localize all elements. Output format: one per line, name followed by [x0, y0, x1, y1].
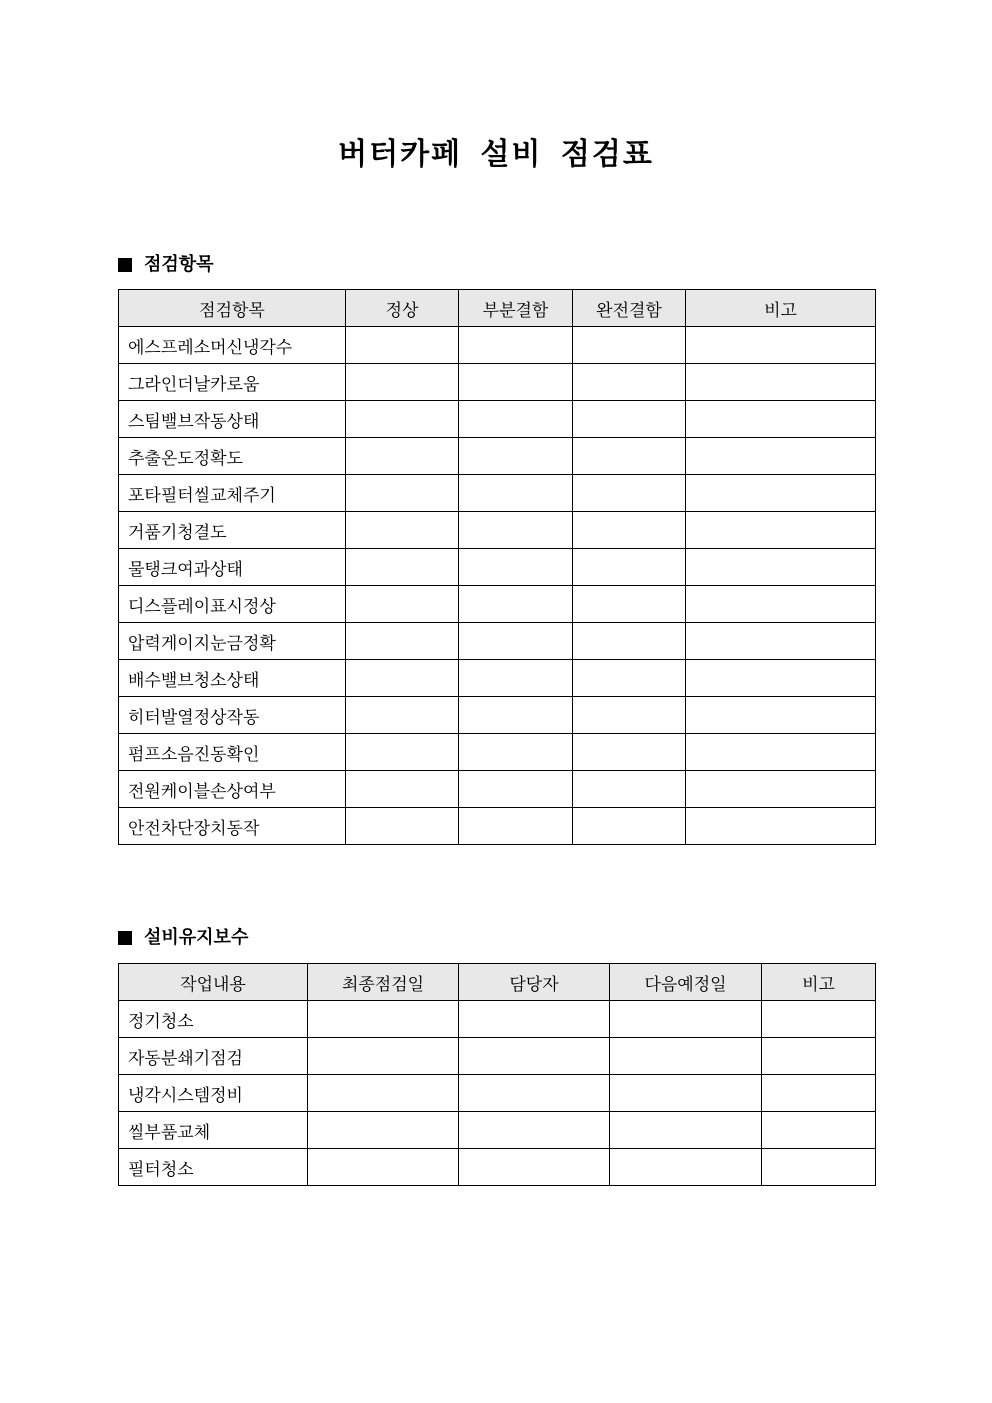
inspection-section-heading [118, 253, 214, 277]
table-row [119, 1038, 876, 1075]
inspection-entry-cell[interactable] [346, 808, 459, 845]
inspection-entry-cell[interactable] [686, 549, 876, 586]
inspection-header-partial-defect: 부분결함 [459, 290, 573, 327]
maintenance-entry-cell[interactable] [610, 1001, 762, 1038]
inspection-entry-cell[interactable] [459, 438, 573, 475]
maintenance-header-assignee: 담당자 [459, 964, 610, 1001]
inspection-item-label: 스팀밸브작동상태 [119, 401, 346, 438]
table-row [119, 660, 876, 697]
inspection-entry-cell[interactable] [573, 623, 686, 660]
maintenance-entry-cell[interactable] [762, 1038, 876, 1075]
inspection-item-label: 압력게이지눈금정확 [119, 623, 346, 660]
inspection-entry-cell[interactable] [459, 660, 573, 697]
inspection-entry-cell[interactable] [573, 697, 686, 734]
maintenance-entry-cell[interactable] [308, 1149, 459, 1186]
maintenance-entry-cell[interactable] [459, 1038, 610, 1075]
inspection-entry-cell[interactable] [686, 327, 876, 364]
inspection-entry-cell[interactable] [459, 327, 573, 364]
inspection-entry-cell[interactable] [346, 734, 459, 771]
inspection-entry-cell[interactable] [686, 660, 876, 697]
inspection-entry-cell[interactable] [573, 549, 686, 586]
table-row [119, 438, 876, 475]
inspection-header-remarks: 비고 [686, 290, 876, 327]
inspection-entry-cell[interactable] [346, 697, 459, 734]
inspection-entry-cell[interactable] [686, 697, 876, 734]
table-row [119, 1075, 876, 1112]
maintenance-entry-cell[interactable] [308, 1001, 459, 1038]
table-row [119, 734, 876, 771]
inspection-item-label: 배수밸브청소상태 [119, 660, 346, 697]
inspection-entry-cell[interactable] [573, 401, 686, 438]
inspection-entry-cell[interactable] [459, 512, 573, 549]
table-row [119, 771, 876, 808]
maintenance-item-label: 자동분쇄기점검 [119, 1038, 308, 1075]
maintenance-entry-cell[interactable] [762, 1149, 876, 1186]
inspection-entry-cell[interactable] [459, 401, 573, 438]
inspection-entry-cell[interactable] [346, 660, 459, 697]
maintenance-entry-cell[interactable] [459, 1075, 610, 1112]
inspection-entry-cell[interactable] [573, 475, 686, 512]
inspection-entry-cell[interactable] [459, 586, 573, 623]
maintenance-item-label: 냉각시스템정비 [119, 1075, 308, 1112]
page-title: 버터카페 설비 점검표 [338, 137, 654, 172]
inspection-entry-cell[interactable] [459, 549, 573, 586]
inspection-header-row [119, 290, 876, 327]
table-row [119, 1001, 876, 1038]
maintenance-entry-cell[interactable] [459, 1149, 610, 1186]
table-row [119, 364, 876, 401]
table-row [119, 697, 876, 734]
maintenance-entry-cell[interactable] [762, 1001, 876, 1038]
inspection-item-label: 디스플레이표시정상 [119, 586, 346, 623]
inspection-entry-cell[interactable] [573, 660, 686, 697]
inspection-entry-cell[interactable] [459, 697, 573, 734]
inspection-item-label: 물탱크여과상태 [119, 549, 346, 586]
maintenance-header-row [119, 964, 876, 1001]
maintenance-section-title: 설비유지보수 [144, 927, 249, 948]
table-row [119, 327, 876, 364]
inspection-entry-cell[interactable] [573, 512, 686, 549]
maintenance-table [118, 963, 876, 1186]
inspection-entry-cell[interactable] [346, 475, 459, 512]
table-row [119, 549, 876, 586]
inspection-entry-cell[interactable] [346, 771, 459, 808]
inspection-entry-cell[interactable] [459, 734, 573, 771]
table-row [119, 401, 876, 438]
maintenance-entry-cell[interactable] [308, 1038, 459, 1075]
inspection-entry-cell[interactable] [686, 364, 876, 401]
inspection-entry-cell[interactable] [346, 327, 459, 364]
inspection-entry-cell[interactable] [686, 586, 876, 623]
square-bullet-icon [118, 258, 132, 272]
maintenance-item-label: 필터청소 [119, 1149, 308, 1186]
inspection-entry-cell[interactable] [686, 438, 876, 475]
maintenance-entry-cell[interactable] [459, 1112, 610, 1149]
inspection-entry-cell[interactable] [459, 475, 573, 512]
square-bullet-icon [118, 931, 132, 945]
inspection-entry-cell[interactable] [573, 771, 686, 808]
inspection-header-full-defect: 완전결함 [573, 290, 686, 327]
inspection-table [118, 289, 876, 845]
maintenance-entry-cell[interactable] [610, 1149, 762, 1186]
inspection-item-label: 안전차단장치동작 [119, 808, 346, 845]
table-row [119, 808, 876, 845]
inspection-entry-cell[interactable] [686, 475, 876, 512]
inspection-item-label: 거품기청결도 [119, 512, 346, 549]
maintenance-entry-cell[interactable] [762, 1112, 876, 1149]
inspection-header-normal: 정상 [346, 290, 459, 327]
inspection-entry-cell[interactable] [346, 623, 459, 660]
inspection-entry-cell[interactable] [686, 512, 876, 549]
inspection-item-label: 그라인더날카로움 [119, 364, 346, 401]
table-row [119, 512, 876, 549]
maintenance-entry-cell[interactable] [610, 1112, 762, 1149]
maintenance-entry-cell[interactable] [308, 1112, 459, 1149]
inspection-entry-cell[interactable] [686, 734, 876, 771]
inspection-entry-cell[interactable] [346, 586, 459, 623]
table-row [119, 475, 876, 512]
maintenance-header-task: 작업내용 [119, 964, 308, 1001]
inspection-entry-cell[interactable] [346, 364, 459, 401]
inspection-item-label: 히터발열정상작동 [119, 697, 346, 734]
inspection-entry-cell[interactable] [573, 808, 686, 845]
inspection-entry-cell[interactable] [686, 623, 876, 660]
maintenance-entry-cell[interactable] [610, 1075, 762, 1112]
inspection-item-label: 추출온도정확도 [119, 438, 346, 475]
inspection-entry-cell[interactable] [459, 771, 573, 808]
inspection-entry-cell[interactable] [459, 623, 573, 660]
maintenance-entry-cell[interactable] [762, 1075, 876, 1112]
inspection-item-label: 포타필터씰교체주기 [119, 475, 346, 512]
inspection-item-label: 펌프소음진동확인 [119, 734, 346, 771]
inspection-item-label: 전원케이블손상여부 [119, 771, 346, 808]
inspection-entry-cell[interactable] [573, 586, 686, 623]
inspection-item-label: 에스프레소머신냉각수 [119, 327, 346, 364]
maintenance-item-label: 씰부품교체 [119, 1112, 308, 1149]
maintenance-entry-cell[interactable] [610, 1038, 762, 1075]
maintenance-header-next-date: 다음예정일 [610, 964, 762, 1001]
inspection-entry-cell[interactable] [346, 549, 459, 586]
inspection-entry-cell[interactable] [459, 364, 573, 401]
inspection-entry-cell[interactable] [346, 438, 459, 475]
inspection-entry-cell[interactable] [573, 327, 686, 364]
maintenance-entry-cell[interactable] [308, 1075, 459, 1112]
inspection-entry-cell[interactable] [573, 734, 686, 771]
table-row [119, 586, 876, 623]
inspection-entry-cell[interactable] [686, 808, 876, 845]
inspection-section-title: 점검항목 [144, 254, 214, 275]
table-row [119, 623, 876, 660]
maintenance-entry-cell[interactable] [459, 1001, 610, 1038]
table-row [119, 1112, 876, 1149]
inspection-entry-cell[interactable] [573, 364, 686, 401]
inspection-entry-cell[interactable] [686, 771, 876, 808]
inspection-entry-cell[interactable] [346, 512, 459, 549]
inspection-header-item: 점검항목 [119, 290, 346, 327]
maintenance-item-label: 정기청소 [119, 1001, 308, 1038]
inspection-entry-cell[interactable] [573, 438, 686, 475]
inspection-entry-cell[interactable] [459, 808, 573, 845]
maintenance-header-last-check: 최종점검일 [308, 964, 459, 1001]
inspection-entry-cell[interactable] [346, 401, 459, 438]
maintenance-header-remarks: 비고 [762, 964, 876, 1001]
maintenance-section-heading [118, 926, 248, 950]
inspection-entry-cell[interactable] [686, 401, 876, 438]
table-row [119, 1149, 876, 1186]
